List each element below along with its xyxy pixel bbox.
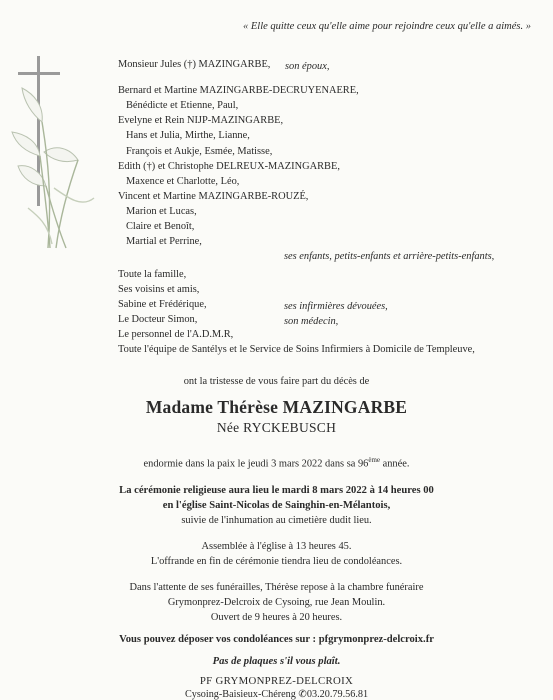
others-role: son médecin, bbox=[284, 316, 339, 327]
others-line: Le personnel de l'A.D.M.R, bbox=[118, 329, 234, 340]
funeral-home-name: PF GRYMONPREZ-DELCROIX bbox=[199, 675, 354, 687]
others-line: Toute la famille, bbox=[118, 269, 187, 280]
rest-line: Dans l'attente de ses funérailles, Thérèse repose à la chambre funéraire bbox=[129, 582, 424, 593]
family-line: Bénédicte et Etienne, Paul, bbox=[126, 100, 239, 111]
deceased-title: Madame Thérèse bbox=[145, 397, 279, 417]
family-line: Claire et Benoît, bbox=[126, 221, 195, 232]
death-text: endormie dans la paix le jeudi 3 mars 2022 dans sa 96 bbox=[143, 458, 369, 470]
others-role: ses infirmières dévouées, bbox=[284, 301, 388, 312]
family-line: Martial et Perrine, bbox=[126, 236, 202, 247]
deceased-maiden-name: Née RYCKEBUSCH bbox=[216, 420, 337, 435]
ceremony-line: en l'église Saint-Nicolas de Sainghin-en-Mélantois, bbox=[162, 500, 391, 511]
family-line: Edith (†) et Christophe DELREUX-MAZINGARBE, bbox=[118, 161, 340, 172]
rest-line: Ouvert de 9 heures à 20 heures. bbox=[210, 612, 343, 623]
others-line: Sabine et Frédérique, bbox=[118, 299, 207, 310]
death-ordinal-suffix: ème bbox=[368, 456, 381, 464]
family-line: Evelyne et Rein NIJP-MAZINGARBE, bbox=[118, 115, 284, 126]
epigraph-quote: « Elle quitte ceux qu'elle aime pour rejoindre ceux qu'elle a aimés. » bbox=[242, 21, 531, 32]
death-notice bbox=[0, 456, 553, 469]
others-line: Le Docteur Simon, bbox=[118, 314, 198, 325]
assembly-line: L'offrande en fin de cérémonie tiendra lieu de condoléances. bbox=[150, 556, 403, 567]
family-line: Vincent et Martine MAZINGARBE-ROUZÉ, bbox=[118, 191, 309, 202]
assembly-line: Assemblée à l'église à 13 heures 45. bbox=[201, 541, 352, 552]
family-line: François et Aukje, Esmée, Matisse, bbox=[126, 146, 273, 157]
condolences-line: Vous pouvez déposer vos condoléances sur : pfgrymonprez-delcroix.fr bbox=[119, 634, 434, 645]
family-line: Bernard et Martine MAZINGARBE-DECRUYENAERE, bbox=[118, 85, 359, 96]
deceased-name bbox=[0, 397, 553, 418]
spouse-role: son époux, bbox=[285, 61, 330, 72]
family-line: Marion et Lucas, bbox=[126, 206, 197, 217]
cross-lily-illustration bbox=[8, 48, 108, 258]
deceased-surname: MAZINGARBE bbox=[282, 397, 408, 417]
burial-line: suivie de l'inhumation au cimetière dudit lieu. bbox=[181, 515, 372, 526]
death-tail: année. bbox=[380, 458, 410, 470]
others-line: Ses voisins et amis, bbox=[118, 284, 200, 295]
no-plaques-line: Pas de plaques s'il vous plaît. bbox=[212, 656, 341, 667]
family-line: Maxence et Charlotte, Léo, bbox=[126, 176, 240, 187]
family-line: Hans et Julia, Mirthe, Lianne, bbox=[126, 130, 250, 141]
others-line: Toute l'équipe de Santélys et le Service de Soins Infirmiers à Domicile de Templeuve, bbox=[118, 344, 475, 355]
spouse-name: Monsieur Jules (†) MAZINGARBE, bbox=[118, 59, 271, 70]
announcement-text: ont la tristesse de vous faire part du décès de bbox=[183, 376, 370, 387]
rest-line: Grymonprez-Delcroix de Cysoing, rue Jean Moulin. bbox=[167, 597, 386, 608]
family-role: ses enfants, petits-enfants et arrière-petits-enfants, bbox=[284, 251, 495, 262]
funeral-home-address: Cysoing-Baisieux-Chéreng ✆03.20.79.56.81 bbox=[184, 689, 369, 700]
ceremony-line: La cérémonie religieuse aura lieu le mardi 8 mars 2022 à 14 heures 00 bbox=[119, 485, 434, 496]
